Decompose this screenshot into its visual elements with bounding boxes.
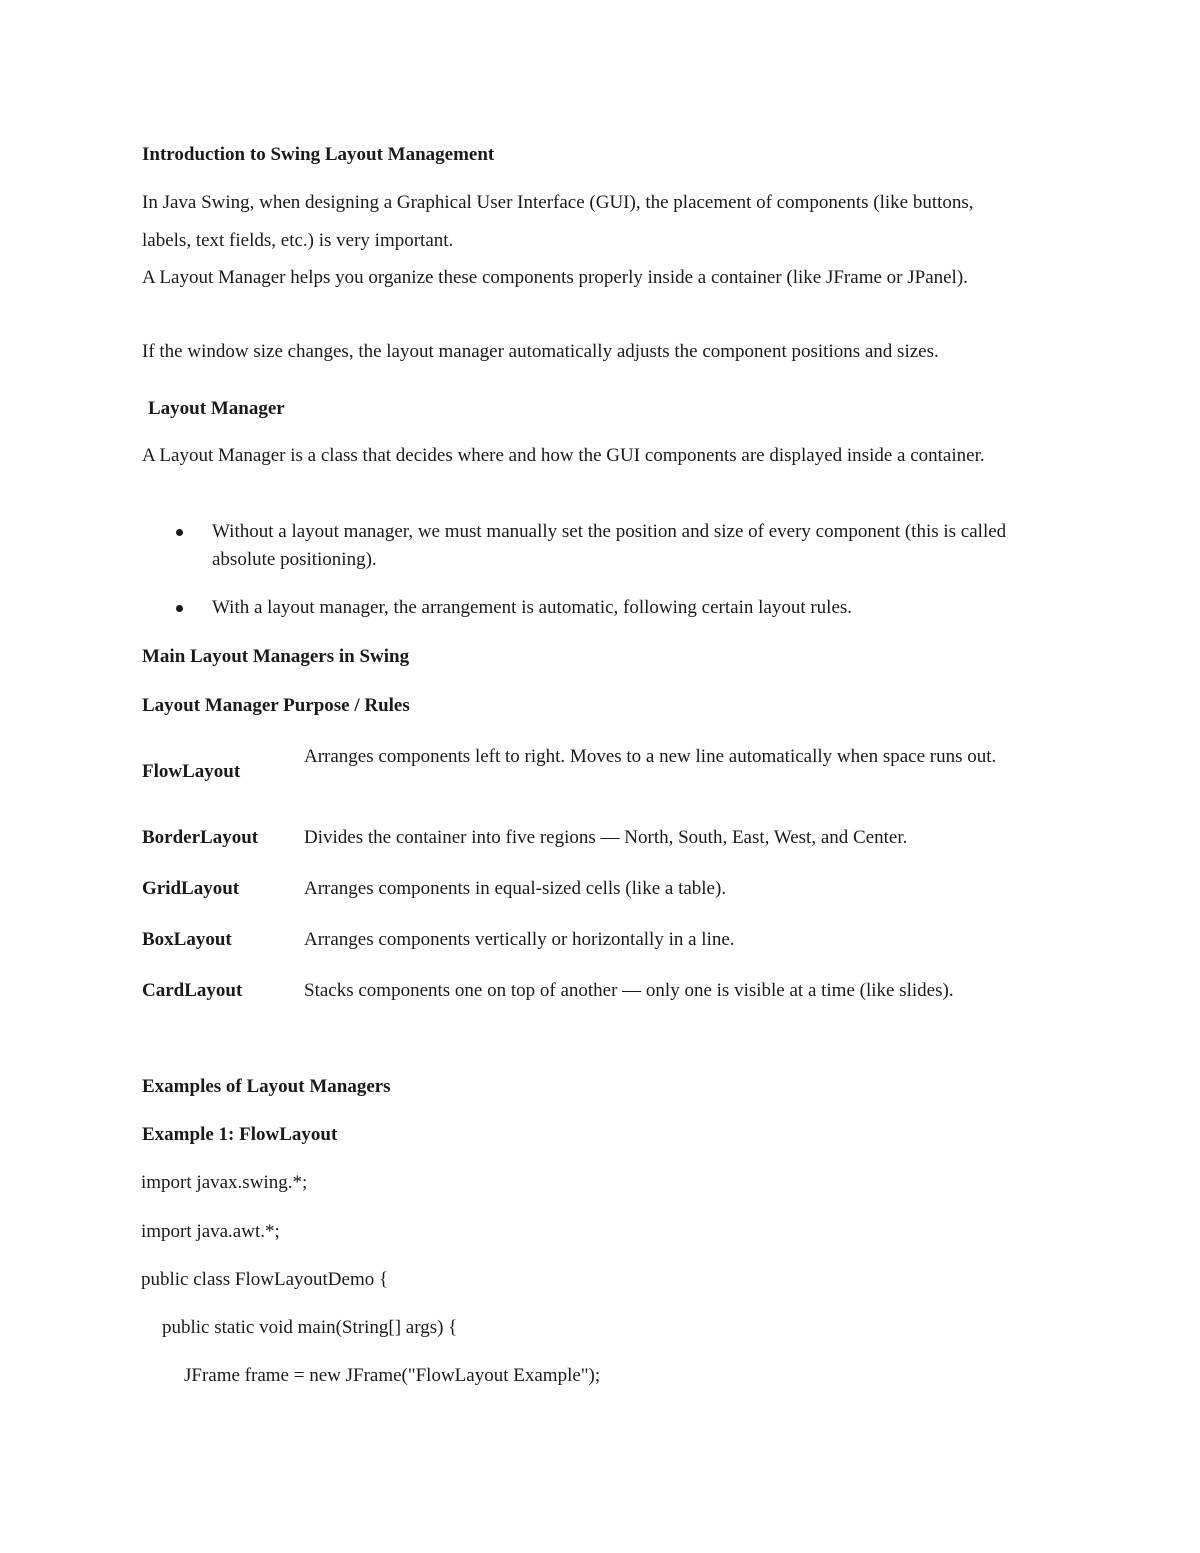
- heading-introduction: Introduction to Swing Layout Management: [142, 144, 495, 165]
- heading-examples: Examples of Layout Managers: [142, 1076, 391, 1097]
- table-cell-name: BoxLayout: [142, 929, 232, 950]
- table-cell-desc: Arranges components in equal-sized cells (like a table).: [304, 878, 727, 899]
- bullet-item: Without a layout manager, we must manually set the position and size of every component (this is called absolute positioning).: [212, 521, 1007, 570]
- code-line: public class FlowLayoutDemo {: [141, 1269, 389, 1290]
- bullet-dot-icon: [176, 605, 183, 612]
- intro-paragraph-2: A Layout Manager helps you organize these components properly inside a container (like JFrame or JPanel).: [142, 267, 968, 288]
- code-line: import java.awt.*;: [141, 1221, 280, 1242]
- table-cell-desc: Stacks components one on top of another — only one is visible at a time (like slides).: [304, 980, 954, 1001]
- code-line: JFrame frame = new JFrame("FlowLayout Example");: [184, 1365, 601, 1386]
- table-cell-name: CardLayout: [142, 980, 243, 1001]
- heading-main-layout-managers: Main Layout Managers in Swing: [142, 646, 410, 667]
- code-line: import javax.swing.*;: [141, 1172, 308, 1193]
- intro-paragraph-1: In Java Swing, when designing a Graphical User Interface (GUI), the placement of components (like buttons, labels, text fields, etc.) is very important.: [142, 192, 974, 251]
- intro-paragraph-3: If the window size changes, the layout manager automatically adjusts the component positions and sizes.: [142, 341, 939, 362]
- heading-layout-manager: Layout Manager: [148, 398, 285, 419]
- table-cell-desc: Divides the container into five regions — North, South, East, West, and Center.: [304, 827, 908, 848]
- code-line: public static void main(String[] args) {: [162, 1317, 458, 1338]
- table-cell-name: BorderLayout: [142, 827, 259, 848]
- heading-example-1: Example 1: FlowLayout: [142, 1124, 338, 1145]
- bullet-dot-icon: [176, 529, 183, 536]
- table-cell-name: GridLayout: [142, 878, 240, 899]
- table-cell-desc: Arranges components left to right. Moves to a new line automatically when space runs out.: [304, 746, 997, 767]
- table-header: Layout Manager Purpose / Rules: [142, 695, 410, 716]
- table-cell-desc: Arranges components vertically or horizontally in a line.: [304, 929, 735, 950]
- table-cell-name: FlowLayout: [142, 761, 241, 782]
- definition-paragraph: A Layout Manager is a class that decides where and how the GUI components are displayed inside a container.: [142, 445, 985, 466]
- bullet-item: With a layout manager, the arrangement is automatic, following certain layout rules.: [212, 597, 853, 618]
